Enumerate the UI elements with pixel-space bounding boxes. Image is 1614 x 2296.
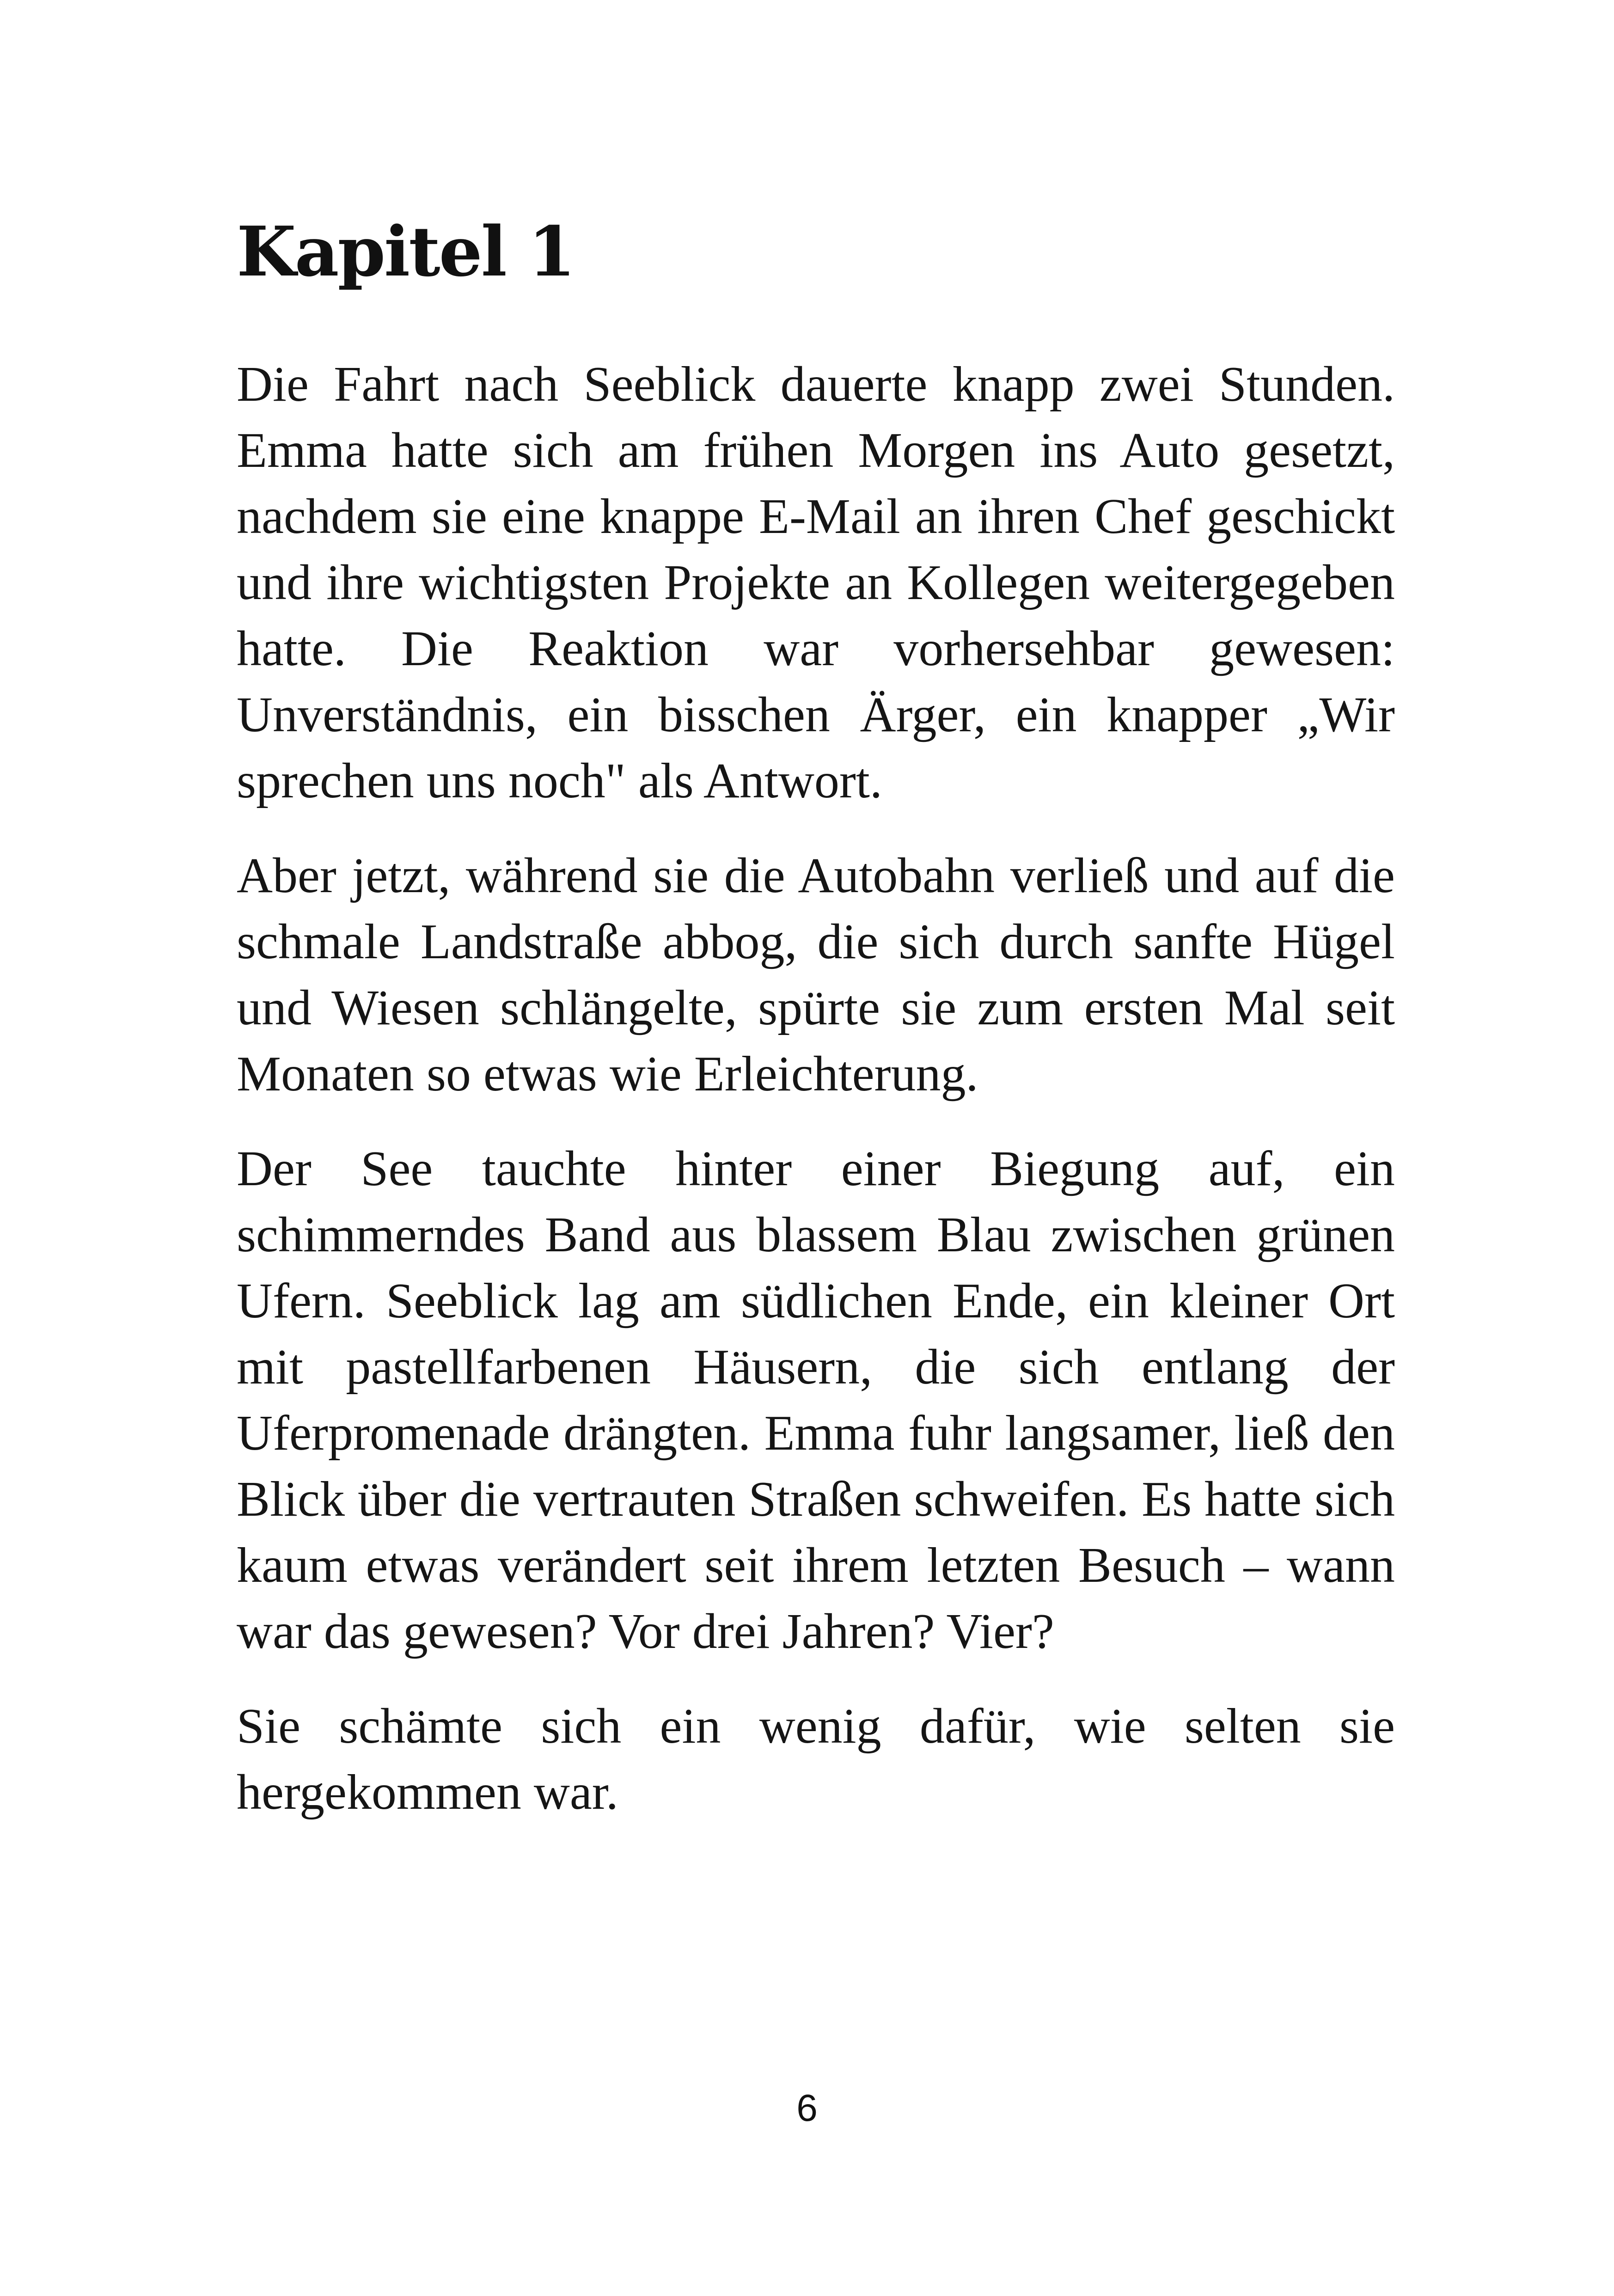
paragraph: Sie schämte sich ein wenig dafür, wie selten sie hergekommen war. [237, 1699, 1395, 1820]
page-number: 6 [796, 2087, 818, 2129]
chapter-title: Kapitel 1 [237, 211, 575, 292]
paragraph: Der See tauchte hinter einer Biegung auf, ein schimmerndes Band aus blassem Blau zwischen grünen Ufern. Seeblick lag am südlichen Ende, ein kleiner Ort mit pastellfarbenen Häusern, die sich entlang der Uferpromenade drängten. Emma fuhr langsamer, ließ den Blick über die vertrauten Straßen schweifen. Es hatte sich kaum etwas verändert seit ihrem letzten Besuch – wann war das gewesen? Vor drei Jahren? Vier? [237, 1141, 1395, 1659]
chapter-body [237, 351, 1395, 1854]
paragraph: Aber jetzt, während sie die Autobahn verließ und auf die schmale Landstraße abbog, die sich durch sanfte Hügel und Wiesen schlängelte, spürte sie zum ersten Mal seit Monaten so etwas wie Erleichterung. [237, 848, 1395, 1102]
paragraph: Die Fahrt nach Seeblick dauerte knapp zwei Stunden. Emma hatte sich am frühen Morgen ins Auto gesetzt, nachdem sie eine knappe E-Mail an ihren Chef geschickt und ihre wichtigsten Projekte an Kollegen weitergegeben hatte. Die Reaktion war vorhersehbar gewesen: Unverständnis, ein bisschen Ärger, ein knapper „Wir sprechen uns noch" als Antwort. [237, 357, 1395, 808]
